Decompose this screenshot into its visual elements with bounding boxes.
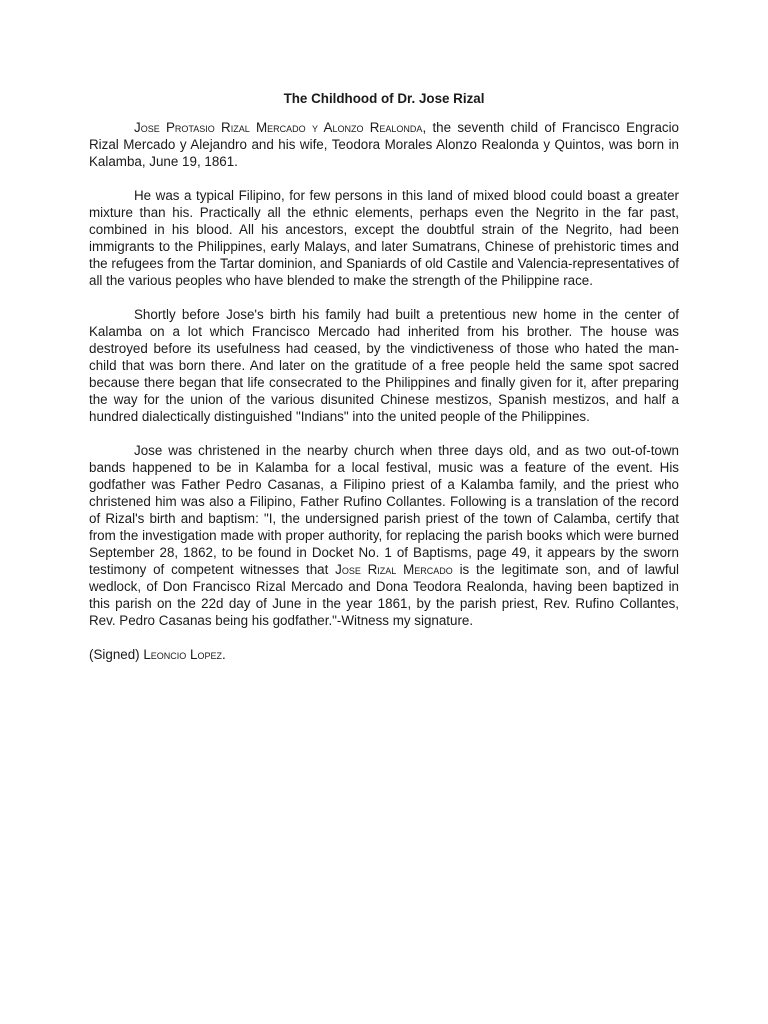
paragraph-4-name: Jose Rizal Mercado [335, 562, 453, 577]
paragraph-4-text-b: is the legitimate son, and of lawful wedlock, of Don Francisco Rizal Mercado and Dona Teodora Realonda, having been baptized in this parish on the 22d day of June in the year 1861, by the parish priest, Rev. Rufino Collantes, Rev. Pedro Casanas being his godfather."-Witness my signature. [89, 562, 679, 628]
signature-name: Leoncio Lopez [143, 647, 222, 662]
paragraph-4 [89, 442, 679, 629]
paragraph-1-text: , the seventh child of Francisco Engracio Rizal Mercado y Alejandro and his wife, Teodora Morales Alonzo Realonda y Quintos, was born in Kalamba, June 19, 1861. [89, 120, 680, 169]
paragraph-3: Shortly before Jose's birth his family had built a pretentious new home in the center of Kalamba on a lot which Francisco Mercado had inherited from his brother. The house was destroyed before its usefulness had ceased, by the vindictiveness of those who hated the man-child that was born there. And later on the gratitude of a free people held the same spot sacred because there began that life consecrated to the Philippines and finally given for it, after preparing the way for the union of the various disunited Chinese mestizos, Spanish mestizos, and half a hundred dialectically distinguished "Indians" into the united people of the Philippines. [89, 307, 679, 424]
paragraph-2: He was a typical Filipino, for few persons in this land of mixed blood could boast a greater mixture than his. Practically all the ethnic elements, perhaps even the Negrito in the far past, combined in his blood. All his ancestors, except the doubtful strain of the Negrito, had been immigrants to the Philippines, early Malays, and later Sumatrans, Chinese of prehistoric times and the refugees from the Tartar dominion, and Spaniards of old Castile and Valencia-representatives of all the various peoples who have blended to make the strength of the Philippine race. [89, 188, 679, 288]
signature-line [89, 646, 679, 663]
paragraph-1 [89, 119, 679, 170]
signature-prefix: (Signed) [89, 647, 144, 662]
document-page [89, 90, 679, 663]
paragraph-1-name: Jose Protasio Rizal Mercado y Alonzo Realonda [134, 120, 423, 135]
signature-suffix: . [221, 647, 226, 662]
paragraph-4-text-a: Jose was christened in the nearby church when three days old, and as two out-of-town bands happened to be in Kalamba for a local festival, music was a feature of the event. His godfather was Father Pedro Casanas, a Filipino priest of a Kalamba family, and the priest who christened him was also a Filipino, Father Rufino Collantes. Following is a translation of the record of Rizal's birth and baptism: "I, the undersigned parish priest of the town of Calamba, certify that from the investigation made with proper authority, for replacing the parish books which were burned September 28, 1862, to be found in Docket No. 1 of Baptisms, page 49, it appears by the sworn testimony of competent witnesses that [89, 443, 679, 577]
document-title: The Childhood of Dr. Jose Rizal [283, 91, 485, 106]
